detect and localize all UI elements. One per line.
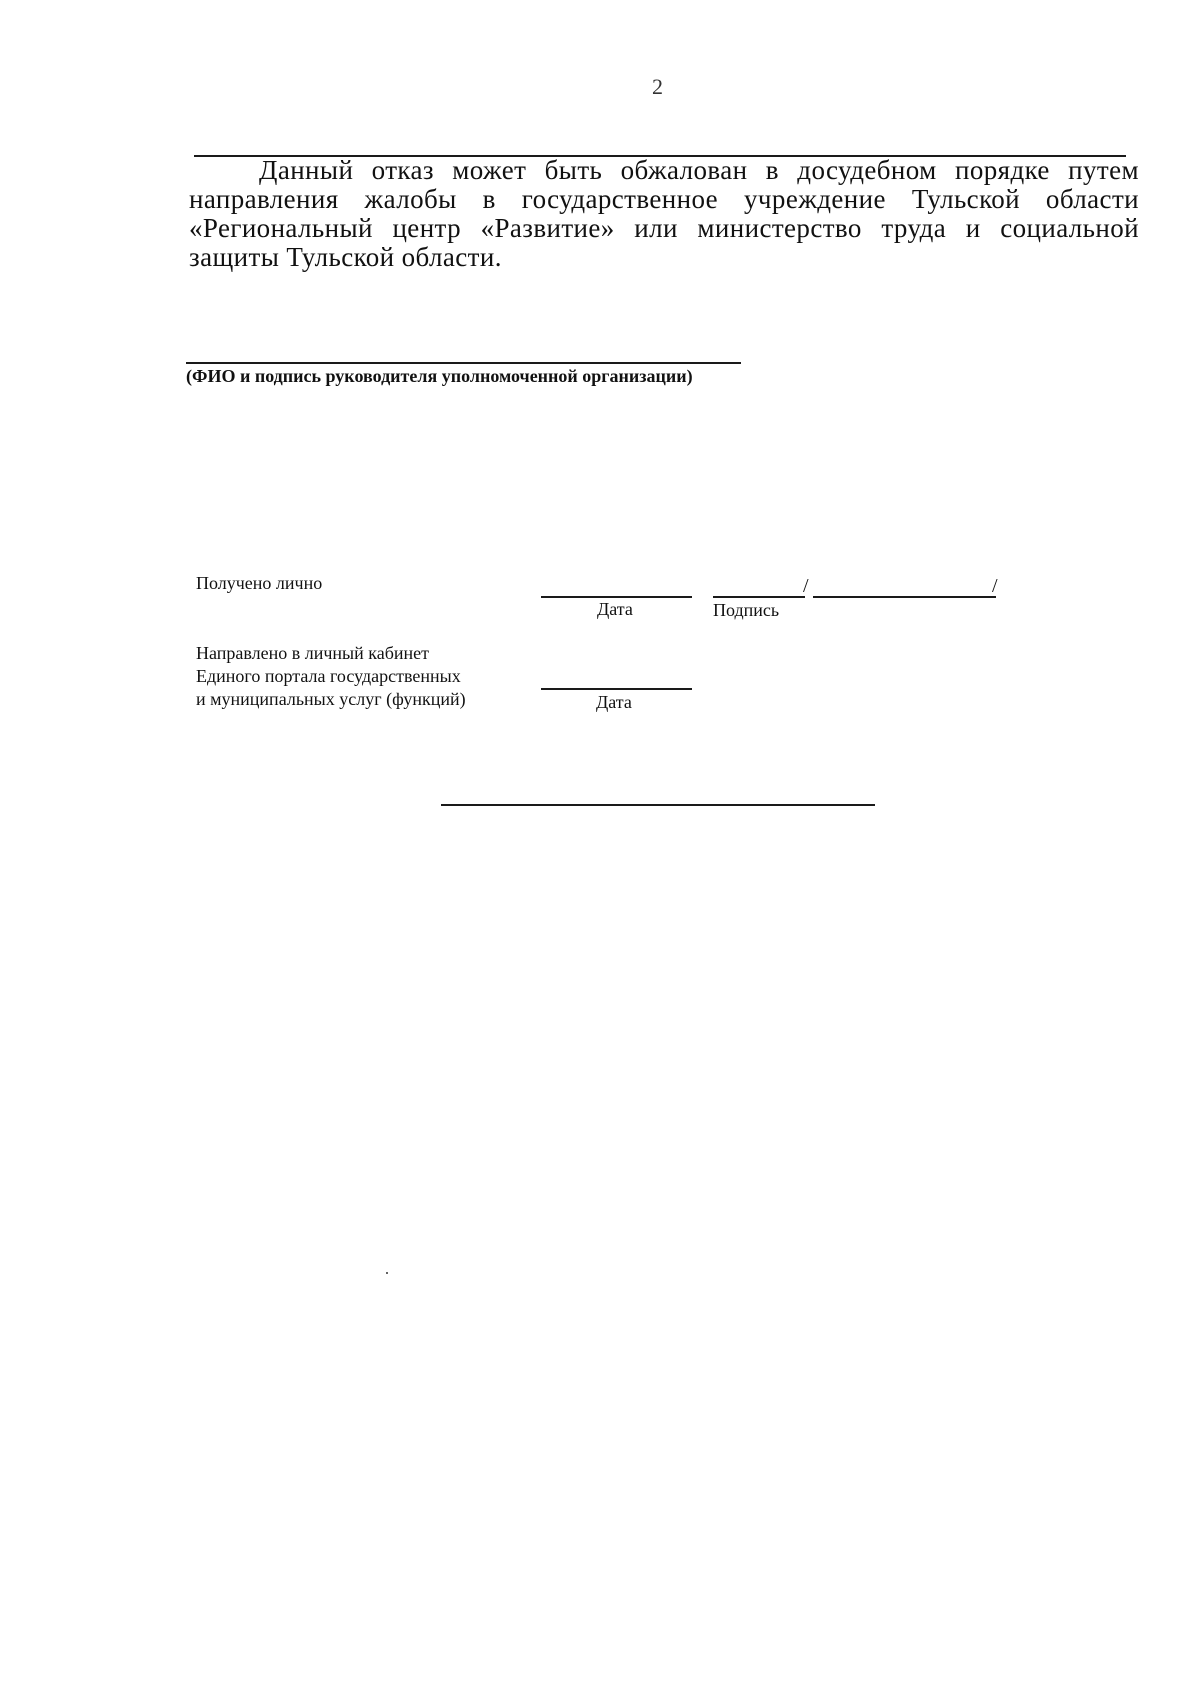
page-number: 2 bbox=[652, 74, 663, 99]
received-sign-line-right bbox=[813, 596, 996, 598]
signature-caption: (ФИО и подпись руководителя уполномоченной организации) bbox=[186, 366, 693, 386]
portal-label-line-2: Единого портала государственных bbox=[196, 666, 461, 686]
appeal-paragraph: Данный отказ может быть обжалован в досудебном порядке путем направления жалобы в государственное учреждение Тульской области «Региональный центр «Развитие» или министерство труда и социальной защиты Тульской области. bbox=[189, 155, 1139, 272]
received-label: Получено лично bbox=[196, 573, 323, 593]
signature-line bbox=[186, 362, 741, 364]
portal-date-caption: Дата bbox=[596, 692, 632, 712]
portal-label-line-1: Направлено в личный кабинет bbox=[196, 643, 430, 663]
received-date-caption: Дата bbox=[597, 599, 633, 619]
portal-label-line-3: и муниципальных услуг (функций) bbox=[196, 689, 466, 709]
portal-label bbox=[196, 642, 466, 711]
received-sign-caption: Подпись bbox=[713, 600, 780, 620]
bottom-rule bbox=[441, 804, 875, 806]
received-slash-2: / bbox=[992, 575, 998, 597]
portal-date-line bbox=[541, 688, 692, 690]
received-sign-line-left bbox=[713, 596, 805, 598]
scan-speck bbox=[386, 1272, 388, 1274]
received-slash-1: / bbox=[803, 575, 809, 597]
